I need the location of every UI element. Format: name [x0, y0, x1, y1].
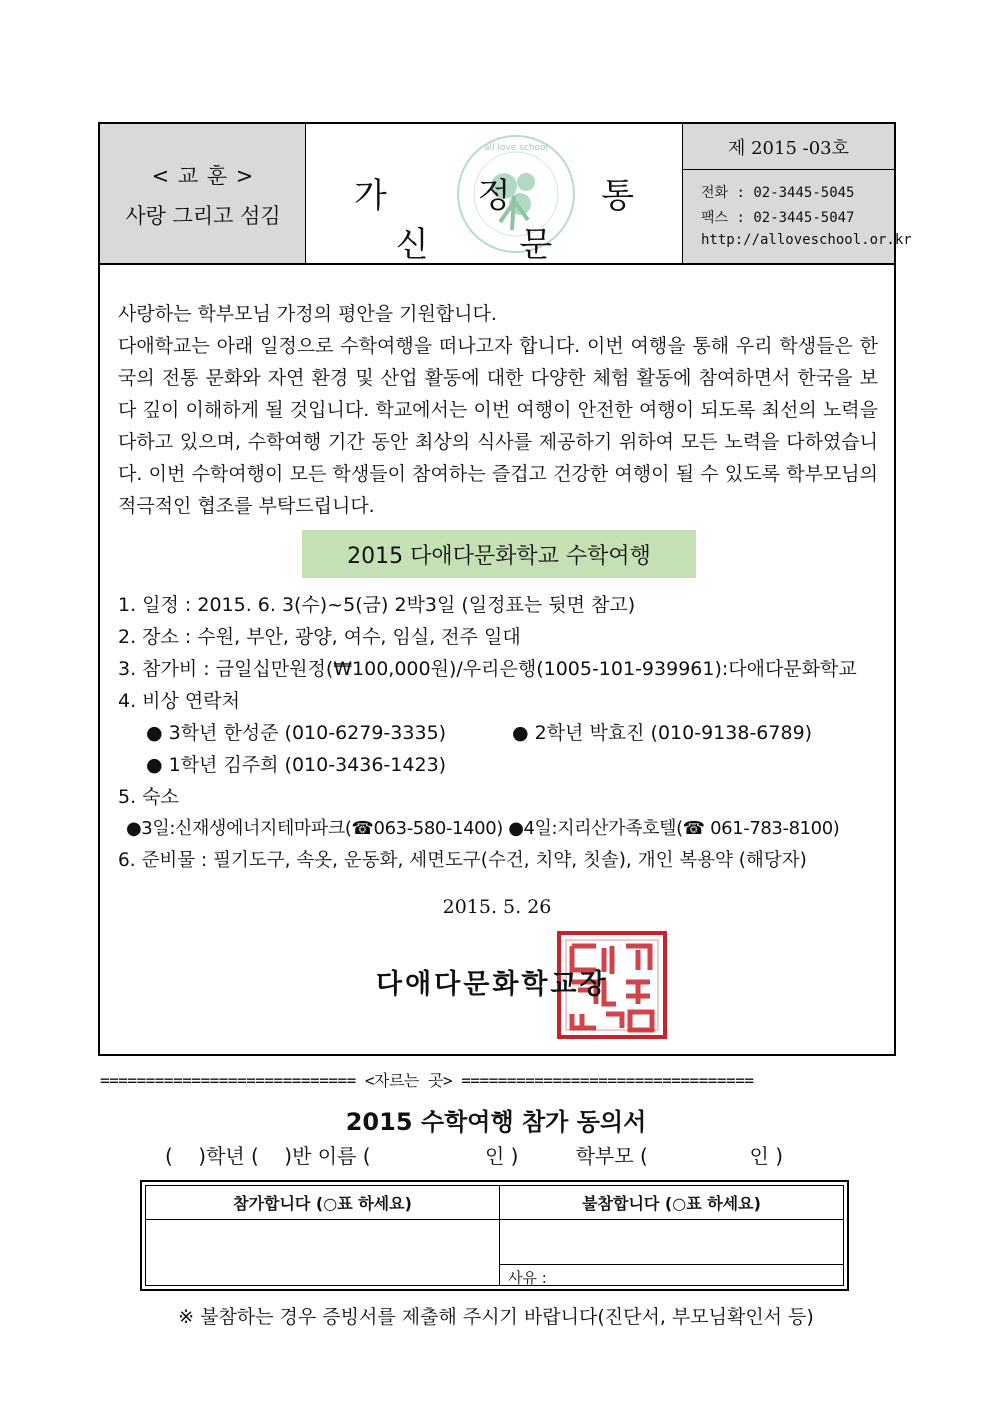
trip-supplies: 6. 준비물 : 필기도구, 속옷, 운동화, 세면도구(수건, 치약, 칫솔), 개인 복용약 (해당자)	[118, 850, 807, 871]
website-link[interactable]: http://alloveschool.or.kr	[701, 232, 912, 248]
consent-table-inner	[145, 1185, 844, 1286]
motto-cell	[100, 124, 306, 263]
attend-mark-cell[interactable]	[146, 1220, 499, 1285]
newsletter-frame	[98, 122, 912, 1056]
paper-title: 가 정 통 신 문	[353, 176, 675, 265]
letter-paragraph: 다애학교는 아래 일정으로 수학여행을 떠나고자 합니다. 이번 여행을 통해 우리 학생들은 한국의 전통 문화와 자연 환경 및 산업 활동에 대한 다양한 체험 활동에 참여하면서 한국을 보다 깊이 이해하게 될 것입니다. 학교에서는 이번 여행이 안전한 여행이 되도록 최선의 노력을 다하고 있으며, 수학여행 기간 동안 최상의 식사를 제공하기 위하여 모든 노력을 다하였습니다. 이번 수학여행이 모든 학생들이 참여하는 즐겁고 건강한 여행이 될 수 있도록 학부모님의 적극적인 협조를 부탁드립니다.	[118, 335, 878, 517]
footnote: ※ 불참하는 경우 증빙서를 제출해 주시기 바랍니다(진단서, 부모님확인서 등)	[178, 1306, 814, 1328]
consent-table	[140, 1180, 849, 1291]
logo-text: all love school	[484, 143, 548, 153]
letter-body	[118, 298, 878, 522]
trip-title: 2015 다애다문화학교 수학여행	[302, 530, 696, 578]
cut-line: ============================ <자르는 곳> ================================	[100, 1071, 754, 1090]
fax-number: 팩스 : 02-3445-5047	[701, 210, 855, 226]
letter-greeting: 사랑하는 학부모님 가정의 평안을 기원합니다.	[118, 303, 497, 325]
trip-place: 2. 장소 : 수원, 부안, 광양, 여수, 임실, 전주 일대	[118, 626, 521, 648]
issue-date: 2015. 5. 26	[442, 896, 552, 918]
phone-number: 전화 : 02-3445-5045	[701, 185, 855, 201]
emergency-contact: ● 3학년 한성준 (010-6279-3335)	[146, 722, 447, 744]
principal-signature: 다애다문화학교장	[376, 969, 609, 1000]
absent-mark-cell[interactable]	[500, 1220, 843, 1264]
motto-title: < 교 훈 >	[151, 164, 255, 188]
emergency-contact: ● 2학년 박효진 (010-9138-6789)	[512, 722, 813, 744]
reason-divider	[500, 1264, 843, 1265]
info-cell	[682, 124, 912, 263]
lodging-info: ●3일:신재생에너지테마파크(☎063-580-1400) ●4일:지리산가족호텔(☎ 061-783-8100)	[126, 818, 840, 839]
emergency-contact: ● 1학년 김주희 (010-3436-1423)	[146, 754, 447, 776]
newsletter-header	[100, 124, 912, 265]
title-cell	[306, 124, 682, 263]
absent-header: 불참합니다 (○표 하세요)	[500, 1186, 843, 1220]
attend-header: 참가합니다 (○표 하세요)	[146, 1186, 499, 1220]
lodging-title: 5. 숙소	[118, 786, 179, 808]
reason-label[interactable]: 사유 :	[508, 1269, 547, 1287]
issue-number: 제 2015 -03호	[683, 124, 894, 170]
school-motto: 사랑 그리고 섬김	[125, 204, 281, 228]
trip-fee: 3. 참가비 : 금일십만원정(₩100,000원)/우리은행(1005-101-939961):다애다문화학교	[118, 658, 857, 680]
emergency-title: 4. 비상 연락처	[118, 690, 240, 712]
trip-schedule: 1. 일정 : 2015. 6. 3(수)~5(금) 2박3일 (일정표는 뒷면 참고)	[118, 594, 636, 616]
consent-title: 2015 수학여행 참가 동의서	[345, 1108, 647, 1136]
name-line[interactable]: ( )학년 ( )반 이름 ( 인 ) 학부모 ( 인 )	[165, 1144, 783, 1168]
